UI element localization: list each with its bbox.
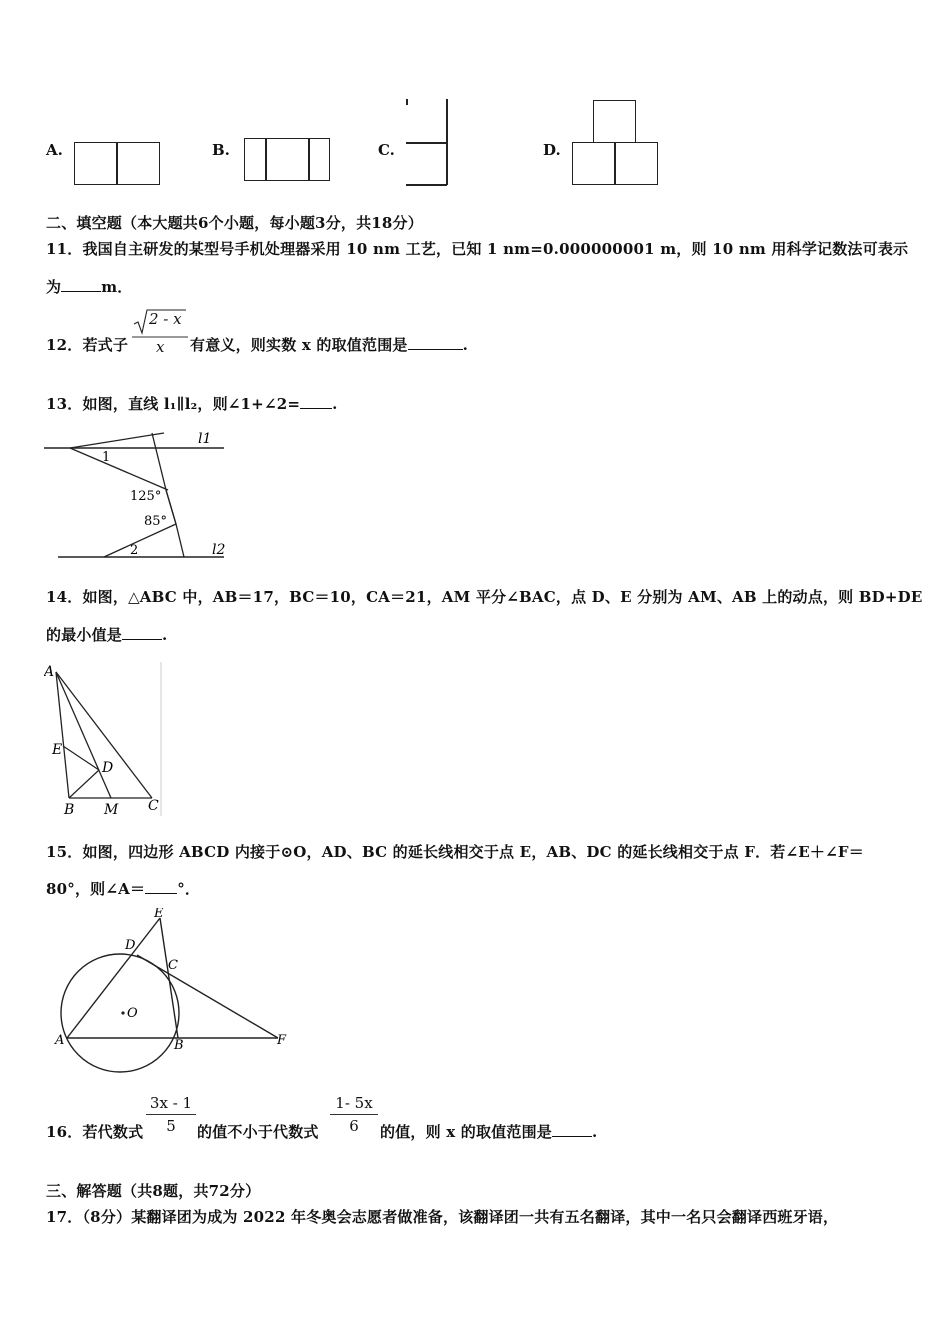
q13-label-2: 2 — [130, 543, 139, 558]
option-a-label: A. — [46, 141, 63, 159]
q13-answer-blank[interactable] — [300, 394, 332, 409]
q16-end: . — [592, 1123, 598, 1141]
q14-line1: 14．如图，△ABC 中，AB＝17，BC＝10，CA＝21，AM 平分∠BAC，点 D、E 分别为 AM、AB 上的动点，则 BD+DE — [46, 588, 923, 606]
q13-line — [46, 393, 338, 414]
q15-line2-suffix: °． — [177, 880, 201, 898]
q13-label-l1: l1 — [198, 431, 212, 447]
q14-label-c: C — [148, 798, 159, 814]
q14-end: . — [162, 626, 168, 644]
q16-frac2-denominator: 6 — [349, 1117, 359, 1136]
q15-label-f: F — [277, 1033, 287, 1048]
q16-frac1-denominator: 5 — [166, 1117, 176, 1136]
q14-label-d: D — [102, 760, 114, 776]
q13-label-l2: l2 — [212, 542, 226, 558]
option-c-label: C. — [378, 141, 395, 159]
q13-text: 13．如图，直线 l₁∥l₂，则∠1+∠2= — [46, 395, 301, 413]
q13-figure — [44, 430, 229, 562]
q14-answer-blank[interactable] — [122, 625, 162, 640]
q15-line1: 15．如图，四边形 ABCD 内接于⊙O，AD、BC 的延长线相交于点 E，AB、DC 的延长线相交于点 F．若∠E＋∠F＝ — [46, 843, 864, 861]
q13-label-1: 1 — [102, 450, 111, 465]
q17-line1: 17．（8分）某翻译团为成为 2022 年冬奥会志愿者做准备，该翻译团一共有五名翻译，其中一名只会翻译西班牙语， — [46, 1208, 839, 1226]
q16-middle: 的值不小于代数式 — [197, 1123, 319, 1141]
q12-end: . — [462, 336, 469, 354]
q13-angle-125: 125° — [130, 489, 162, 504]
q13-end: . — [332, 395, 338, 413]
q11-line2 — [46, 276, 132, 297]
q16-fraction-1 — [146, 1094, 196, 1135]
q12-answer-blank[interactable] — [408, 335, 463, 350]
q16-frac2-bar — [330, 1114, 378, 1115]
q14-figure — [44, 660, 169, 820]
q12-prefix: 12．若式子 — [46, 336, 129, 354]
q16-frac1-bar — [146, 1114, 196, 1115]
q16-frac1-numerator: 3x - 1 — [149, 1094, 193, 1112]
q13-angle-85: 85° — [144, 514, 168, 529]
q15-label-a: A — [55, 1033, 65, 1048]
q15-answer-blank[interactable] — [145, 879, 177, 894]
q11-line2-suffix: m． — [101, 278, 133, 296]
q16-suffix: 的值，则 x 的取值范围是 — [380, 1123, 552, 1141]
q16-fraction-2 — [330, 1094, 378, 1135]
q12-denominator: x — [156, 338, 165, 356]
q14-label-b: B — [64, 802, 75, 818]
q12-fraction — [132, 306, 188, 356]
section3-heading: 三、解答题（共8题，共72分） — [46, 1182, 261, 1200]
q12-radicand: 2 - x — [149, 310, 182, 328]
q15-label-b: B — [174, 1038, 184, 1053]
q14-label-a: A — [44, 664, 55, 680]
q15-label-o: O — [127, 1006, 138, 1021]
q16-prefix: 16．若代数式 — [46, 1123, 144, 1141]
q11-line2-prefix: 为 — [46, 278, 62, 296]
q12-suffix: 有意义，则实数 x 的取值范围是 — [190, 336, 408, 354]
q15-line2 — [46, 878, 200, 899]
q15-line2-prefix: 80°，则∠A＝ — [46, 880, 146, 898]
option-b-label: B. — [212, 141, 230, 159]
q14-label-e: E — [52, 742, 63, 758]
q16-suffix-line — [380, 1121, 597, 1142]
q11-answer-blank[interactable] — [61, 277, 101, 292]
q14-line2 — [46, 624, 167, 645]
q11-line1: 11．我国自主研发的某型号手机处理器采用 10 nm 工艺，已知 1 nm=0.000000001 m，则 10 nm 用科学记数法可表示 — [46, 240, 909, 258]
section2-heading: 二、填空题（本大题共6个小题，每小题3分，共18分） — [46, 214, 423, 232]
q15-label-e: E — [154, 908, 164, 921]
q16-frac2-numerator: 1- 5x — [335, 1094, 373, 1112]
q15-label-d: D — [125, 938, 136, 953]
q16-answer-blank[interactable] — [552, 1122, 592, 1137]
q12-suffix-line — [190, 334, 468, 355]
q14-line2-prefix: 的最小值是 — [46, 626, 123, 644]
q15-label-c: C — [168, 958, 178, 973]
option-d-label: D. — [543, 141, 561, 159]
q15-figure — [50, 908, 295, 1078]
q14-label-m: M — [104, 802, 119, 818]
